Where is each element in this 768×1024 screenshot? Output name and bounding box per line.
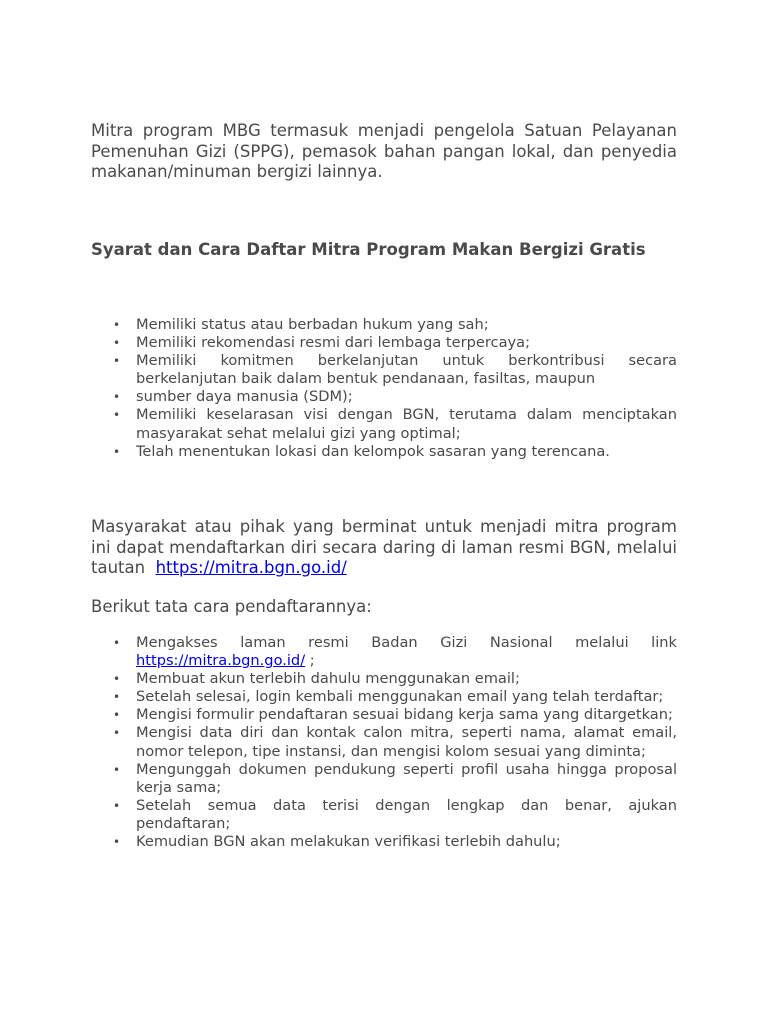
list-item: • sumber daya manusia (SDM); (91, 388, 677, 406)
step-suffix: ; (305, 652, 315, 670)
intro-paragraph: Mitra program MBG termasuk menjadi pengelola Satuan Pelayanan Pemenuhan Gizi (SPPG), pemasok bahan pangan lokal, dan penyedia makanan/minuman bergizi lainnya. (91, 121, 677, 181)
requirements-list (91, 316, 677, 461)
list-item: • Memiliki komitmen berkelanjutan untuk berkontribusi secara berkelanjutan baik dalam bentuk pendanaan, fasiltas, maupun (91, 352, 677, 388)
list-item: • Membuat akun terlebih dahulu menggunakan email; (91, 670, 677, 688)
list-item (91, 634, 677, 670)
list-item: • Memiliki status atau berbadan hukum yang sah; (91, 316, 677, 334)
list-item: • Memiliki keselarasan visi dengan BGN, terutama dalam menciptakan masyarakat sehat melalui gizi yang optimal; (91, 406, 677, 442)
register-text: Masyarakat atau pihak yang berminat untuk menjadi mitra program ini dapat mendaftarkan diri secara daring di laman resmi BGN, melalui tautan (91, 517, 677, 577)
steps-list (91, 634, 677, 851)
list-item: • Memiliki rekomendasi resmi dari lembaga terpercaya; (91, 334, 677, 352)
mitra-link[interactable]: https://mitra.bgn.go.id/ (155, 558, 347, 577)
list-item: • Setelah selesai, login kembali menggunakan email yang telah terdaftar; (91, 688, 677, 706)
mitra-link-inline[interactable]: https://mitra.bgn.go.id/ (136, 652, 306, 670)
list-item: • Setelah semua data terisi dengan lengkap dan benar, ajukan pendaftaran; (91, 797, 677, 833)
list-item: • Mengisi data diri dan kontak calon mitra, seperti nama, alamat email, nomor telepon, tipe instansi, dan mengisi kolom sesuai yang diminta; (91, 724, 677, 760)
steps-intro: Berikut tata cara pendaftarannya: (91, 597, 372, 616)
list-item: • Mengisi formulir pendaftaran sesuai bidang kerja sama yang ditargetkan; (91, 706, 677, 724)
step-text: Mengakses laman resmi Badan Gizi Nasional melalui link (136, 634, 677, 651)
list-item: • Telah menentukan lokasi dan kelompok sasaran yang terencana. (91, 443, 677, 461)
register-paragraph (91, 517, 677, 579)
list-item: • Mengunggah dokumen pendukung seperti profil usaha hingga proposal kerja sama; (91, 761, 677, 797)
list-item: • Kemudian BGN akan melakukan verifikasi terlebih dahulu; (91, 833, 677, 851)
section-heading: Syarat dan Cara Daftar Mitra Program Makan Bergizi Gratis (91, 240, 646, 259)
